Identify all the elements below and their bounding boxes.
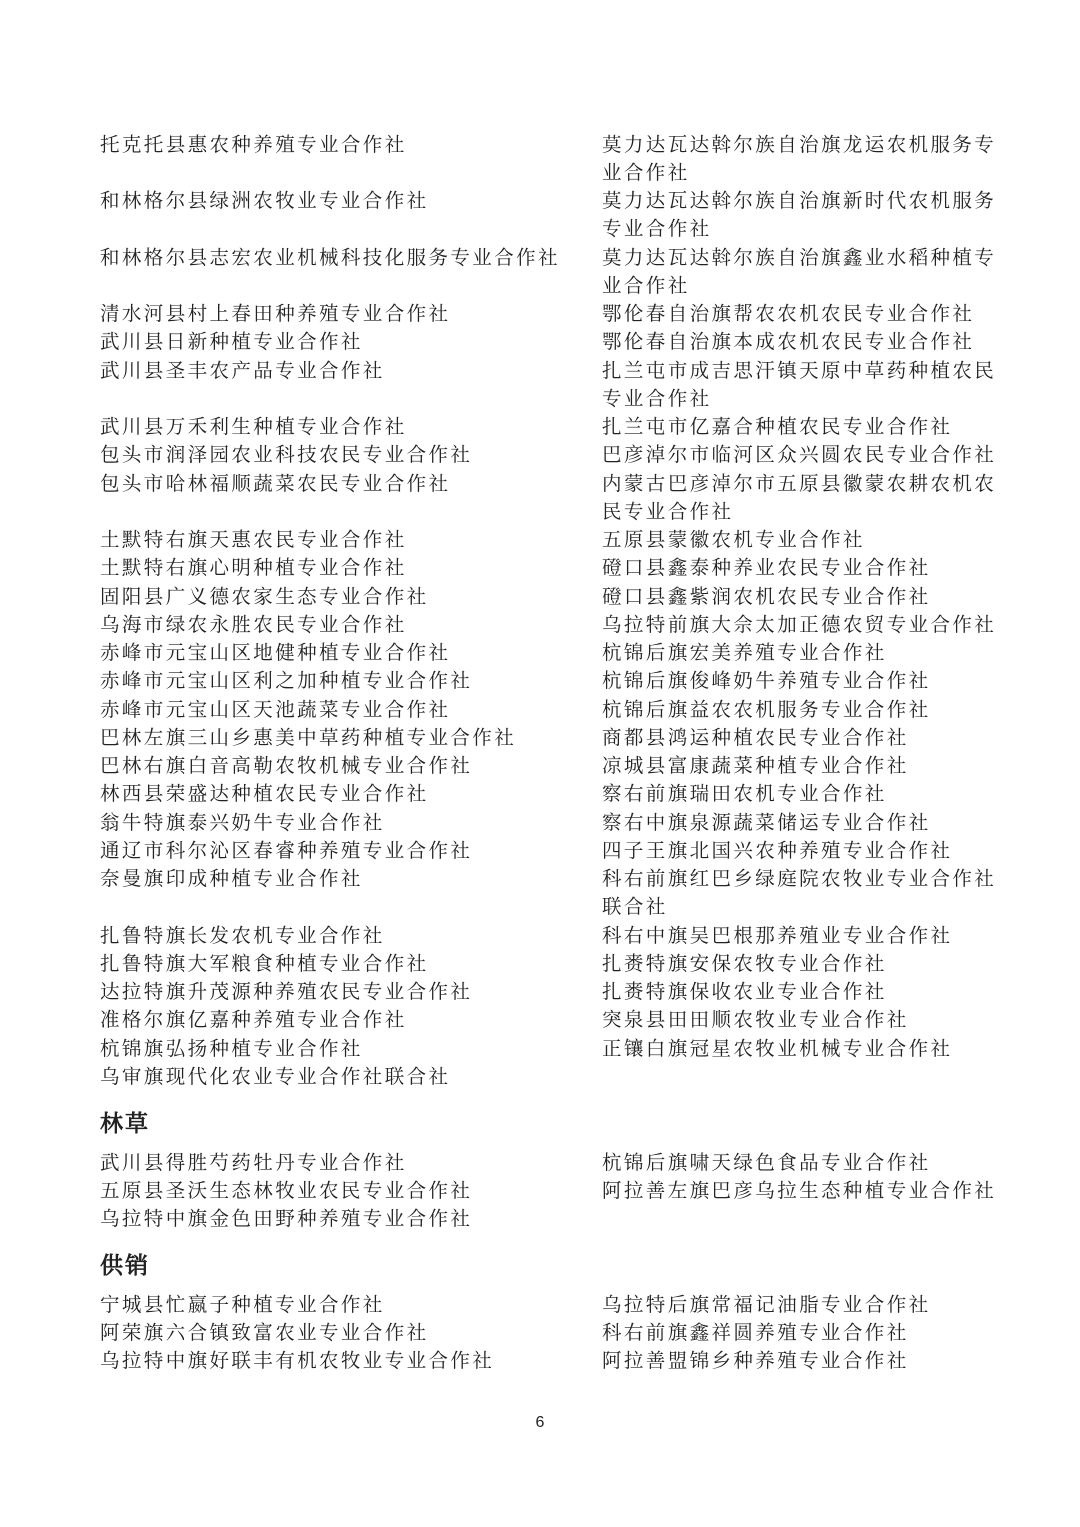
list-item: 武川县日新种植专业合作社 (100, 330, 363, 353)
list-item: 五原县蒙徽农机专业合作社 (602, 528, 865, 551)
list-item: 武川县得胜芍药牡丹专业合作社 (100, 1151, 407, 1174)
list-item: 乌拉特中旗金色田野种养殖专业合作社 (100, 1207, 473, 1230)
list-item: 扎赉特旗安保农牧专业合作社 (602, 952, 887, 975)
list-item: 扎兰屯市亿嘉合种植农民专业合作社 (602, 415, 953, 438)
list-item: 鄂伦春自治旗本成农机农民专业合作社 (602, 330, 975, 353)
list-item: 杭锦后旗俊峰奶牛养殖专业合作社 (602, 669, 931, 692)
list-item: 正镶白旗冠星农牧业机械专业合作社 (602, 1037, 953, 1060)
section-heading-forestry: 林草 (100, 1111, 150, 1137)
list-item: 乌海市绿农永胜农民专业合作社 (100, 613, 407, 636)
section-heading-supply: 供销 (100, 1253, 150, 1279)
list-item: 内蒙古巴彦淖尔市五原县徽蒙农耕农机农民专业合作社 (602, 472, 997, 523)
list-item: 科右中旗吴巴根那养殖业专业合作社 (602, 924, 953, 947)
list-item: 巴林右旗白音高勒农牧机械专业合作社 (100, 754, 473, 777)
list-item: 托克托县惠农种养殖专业合作社 (100, 133, 407, 156)
list-item: 准格尔旗亿嘉种养殖专业合作社 (100, 1008, 407, 1031)
list-item: 察右中旗泉源蔬菜储运专业合作社 (602, 811, 931, 834)
list-item: 清水河县村上春田种养殖专业合作社 (100, 302, 451, 325)
list-item: 杭锦后旗宏美养殖专业合作社 (602, 641, 887, 664)
list-item: 赤峰市元宝山区利之加种植专业合作社 (100, 669, 473, 692)
list-item: 扎鲁特旗大军粮食种植专业合作社 (100, 952, 429, 975)
list-item: 固阳县广义德农家生态专业合作社 (100, 585, 429, 608)
list-item: 杭锦后旗益农农机服务专业合作社 (602, 698, 931, 721)
list-item: 巴林左旗三山乡惠美中草药种植专业合作社 (100, 726, 517, 749)
list-item: 阿拉善盟锦乡种养殖专业合作社 (602, 1349, 909, 1372)
list-item: 乌审旗现代化农业专业合作社联合社 (100, 1065, 451, 1088)
list-item: 武川县万禾利生种植专业合作社 (100, 415, 407, 438)
list-item: 和林格尔县志宏农业机械科技化服务专业合作社 (100, 246, 560, 269)
list-item: 武川县圣丰农产品专业合作社 (100, 359, 385, 382)
list-item: 科右前旗红巴乡绿庭院农牧业专业合作社联合社 (602, 867, 997, 918)
list-item: 莫力达瓦达斡尔族自治旗鑫业水稻种植专业合作社 (602, 246, 997, 297)
list-item: 赤峰市元宝山区地健种植专业合作社 (100, 641, 451, 664)
list-item: 赤峰市元宝山区天池蔬菜专业合作社 (100, 698, 451, 721)
list-item: 莫力达瓦达斡尔族自治旗新时代农机服务专业合作社 (602, 189, 997, 240)
list-item: 包头市哈林福顺蔬菜农民专业合作社 (100, 472, 451, 495)
page-number: 6 (535, 1414, 545, 1431)
list-item: 磴口县鑫紫润农机农民专业合作社 (602, 585, 931, 608)
list-item: 扎兰屯市成吉思汗镇天原中草药种植农民专业合作社 (602, 359, 997, 410)
list-item: 巴彦淖尔市临河区众兴圆农民专业合作社 (602, 443, 997, 466)
list-item: 阿拉善左旗巴彦乌拉生态种植专业合作社 (602, 1179, 997, 1202)
list-item: 五原县圣沃生态林牧业农民专业合作社 (100, 1179, 473, 1202)
list-item: 乌拉特中旗好联丰有机农牧业专业合作社 (100, 1349, 495, 1372)
list-item: 和林格尔县绿洲农牧业专业合作社 (100, 189, 429, 212)
list-item: 杭锦旗弘扬种植专业合作社 (100, 1037, 363, 1060)
list-item: 凉城县富康蔬菜种植专业合作社 (602, 754, 909, 777)
list-item: 土默特右旗心明种植专业合作社 (100, 556, 407, 579)
list-item: 宁城县忙嬴子种植专业合作社 (100, 1293, 385, 1316)
list-item: 包头市润泽园农业科技农民专业合作社 (100, 443, 473, 466)
list-item: 通辽市科尔沁区春睿种养殖专业合作社 (100, 839, 473, 862)
list-item: 阿荣旗六合镇致富农业专业合作社 (100, 1321, 429, 1344)
list-item: 乌拉特前旗大佘太加正德农贸专业合作社 (602, 613, 997, 636)
list-item: 突泉县田田顺农牧业专业合作社 (602, 1008, 909, 1031)
list-item: 乌拉特后旗常福记油脂专业合作社 (602, 1293, 931, 1316)
list-item: 磴口县鑫泰种养业农民专业合作社 (602, 556, 931, 579)
list-item: 莫力达瓦达斡尔族自治旗龙运农机服务专业合作社 (602, 133, 997, 184)
list-item: 商都县鸿运种植农民专业合作社 (602, 726, 909, 749)
list-item: 翁牛特旗泰兴奶牛专业合作社 (100, 811, 385, 834)
list-item: 扎鲁特旗长发农机专业合作社 (100, 924, 385, 947)
list-item: 察右前旗瑞田农机专业合作社 (602, 782, 887, 805)
list-item: 达拉特旗升茂源种养殖农民专业合作社 (100, 980, 473, 1003)
list-item: 土默特右旗天惠农民专业合作社 (100, 528, 407, 551)
list-item: 林西县荣盛达种植农民专业合作社 (100, 782, 429, 805)
list-item: 扎赉特旗保收农业专业合作社 (602, 980, 887, 1003)
list-item: 奈曼旗印成种植专业合作社 (100, 867, 363, 890)
list-item: 四子王旗北国兴农种养殖专业合作社 (602, 839, 953, 862)
list-item: 杭锦后旗啸天绿色食品专业合作社 (602, 1151, 931, 1174)
list-item: 科右前旗鑫祥圆养殖专业合作社 (602, 1321, 909, 1344)
list-item: 鄂伦春自治旗帮农农机农民专业合作社 (602, 302, 975, 325)
